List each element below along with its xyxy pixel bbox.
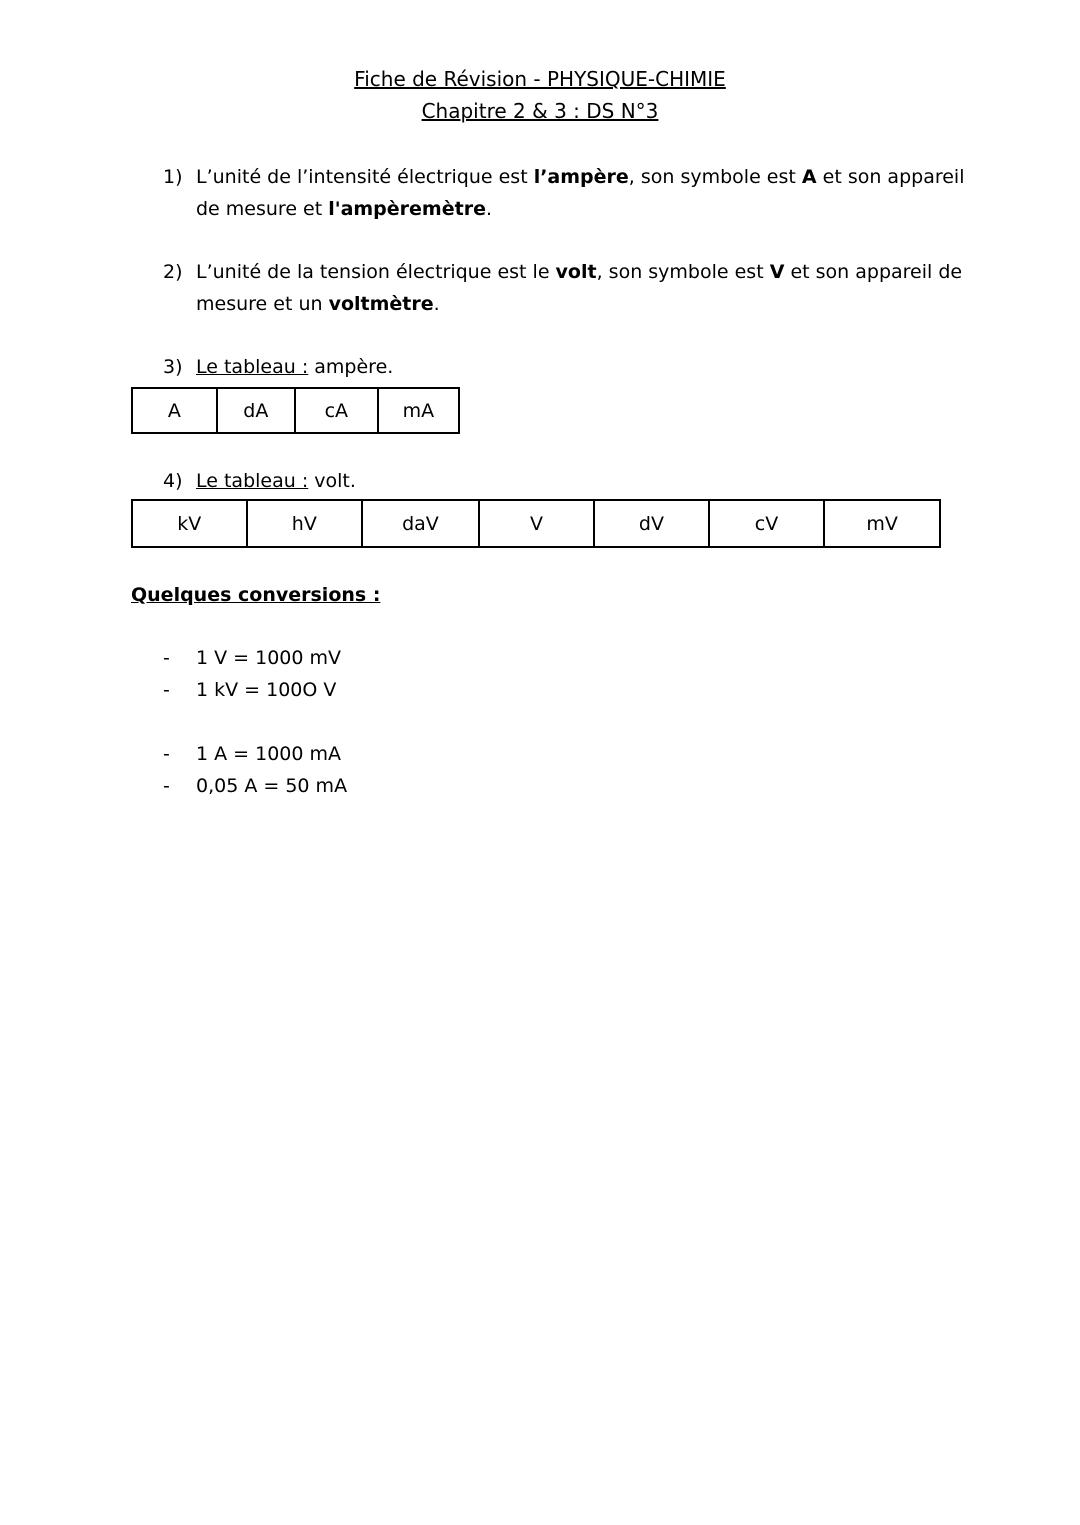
document-subtitle: Chapitre 2 & 3 : DS N°3 — [421, 99, 659, 123]
item-1-line-2: de mesure et l'ampèremètre. — [196, 198, 492, 220]
item-2-line-1: L’unité de la tension électrique est le volt, son symbole est V et son appareil de — [196, 261, 963, 283]
conversion-item: 0,05 A = 50 mA — [196, 775, 348, 797]
item-4-heading: Le tableau : volt. — [196, 470, 356, 492]
item-3-heading: Le tableau : ampère. — [196, 356, 394, 378]
list-bullet: - — [163, 679, 170, 701]
item-1-line-1: L’unité de l’intensité électrique est l’ampère, son symbole est A et son appareil — [196, 166, 965, 188]
ampere-unit-cell: dA — [217, 388, 295, 433]
item-2-number: 2) — [163, 261, 183, 283]
document-title: Fiche de Révision - PHYSIQUE-CHIMIE — [354, 67, 726, 91]
item-1-number: 1) — [163, 166, 183, 188]
conversion-item: 1 A = 1000 mA — [196, 743, 342, 765]
list-bullet: - — [163, 647, 170, 669]
conversion-item: 1 V = 1000 mV — [196, 647, 342, 669]
item-3-number: 3) — [163, 356, 183, 378]
volt-unit-table — [131, 499, 941, 548]
item-4-number: 4) — [163, 470, 183, 492]
list-bullet: - — [163, 775, 170, 797]
conversion-item: 1 kV = 100O V — [196, 679, 337, 701]
volt-unit-cell: V — [479, 500, 594, 547]
ampere-unit-table — [131, 387, 460, 434]
conversions-heading: Quelques conversions : — [131, 584, 381, 606]
ampere-unit-cell: mA — [378, 388, 459, 433]
volt-unit-cell: dV — [594, 500, 709, 547]
ampere-unit-cell: A — [132, 388, 217, 433]
item-2-line-2: mesure et un voltmètre. — [196, 293, 440, 315]
volt-unit-cell: mV — [824, 500, 940, 547]
volt-unit-cell: cV — [709, 500, 825, 547]
list-bullet: - — [163, 743, 170, 765]
ampere-unit-cell: cA — [295, 388, 378, 433]
volt-unit-cell: kV — [132, 500, 247, 547]
volt-unit-cell: hV — [247, 500, 363, 547]
volt-unit-cell: daV — [362, 500, 479, 547]
